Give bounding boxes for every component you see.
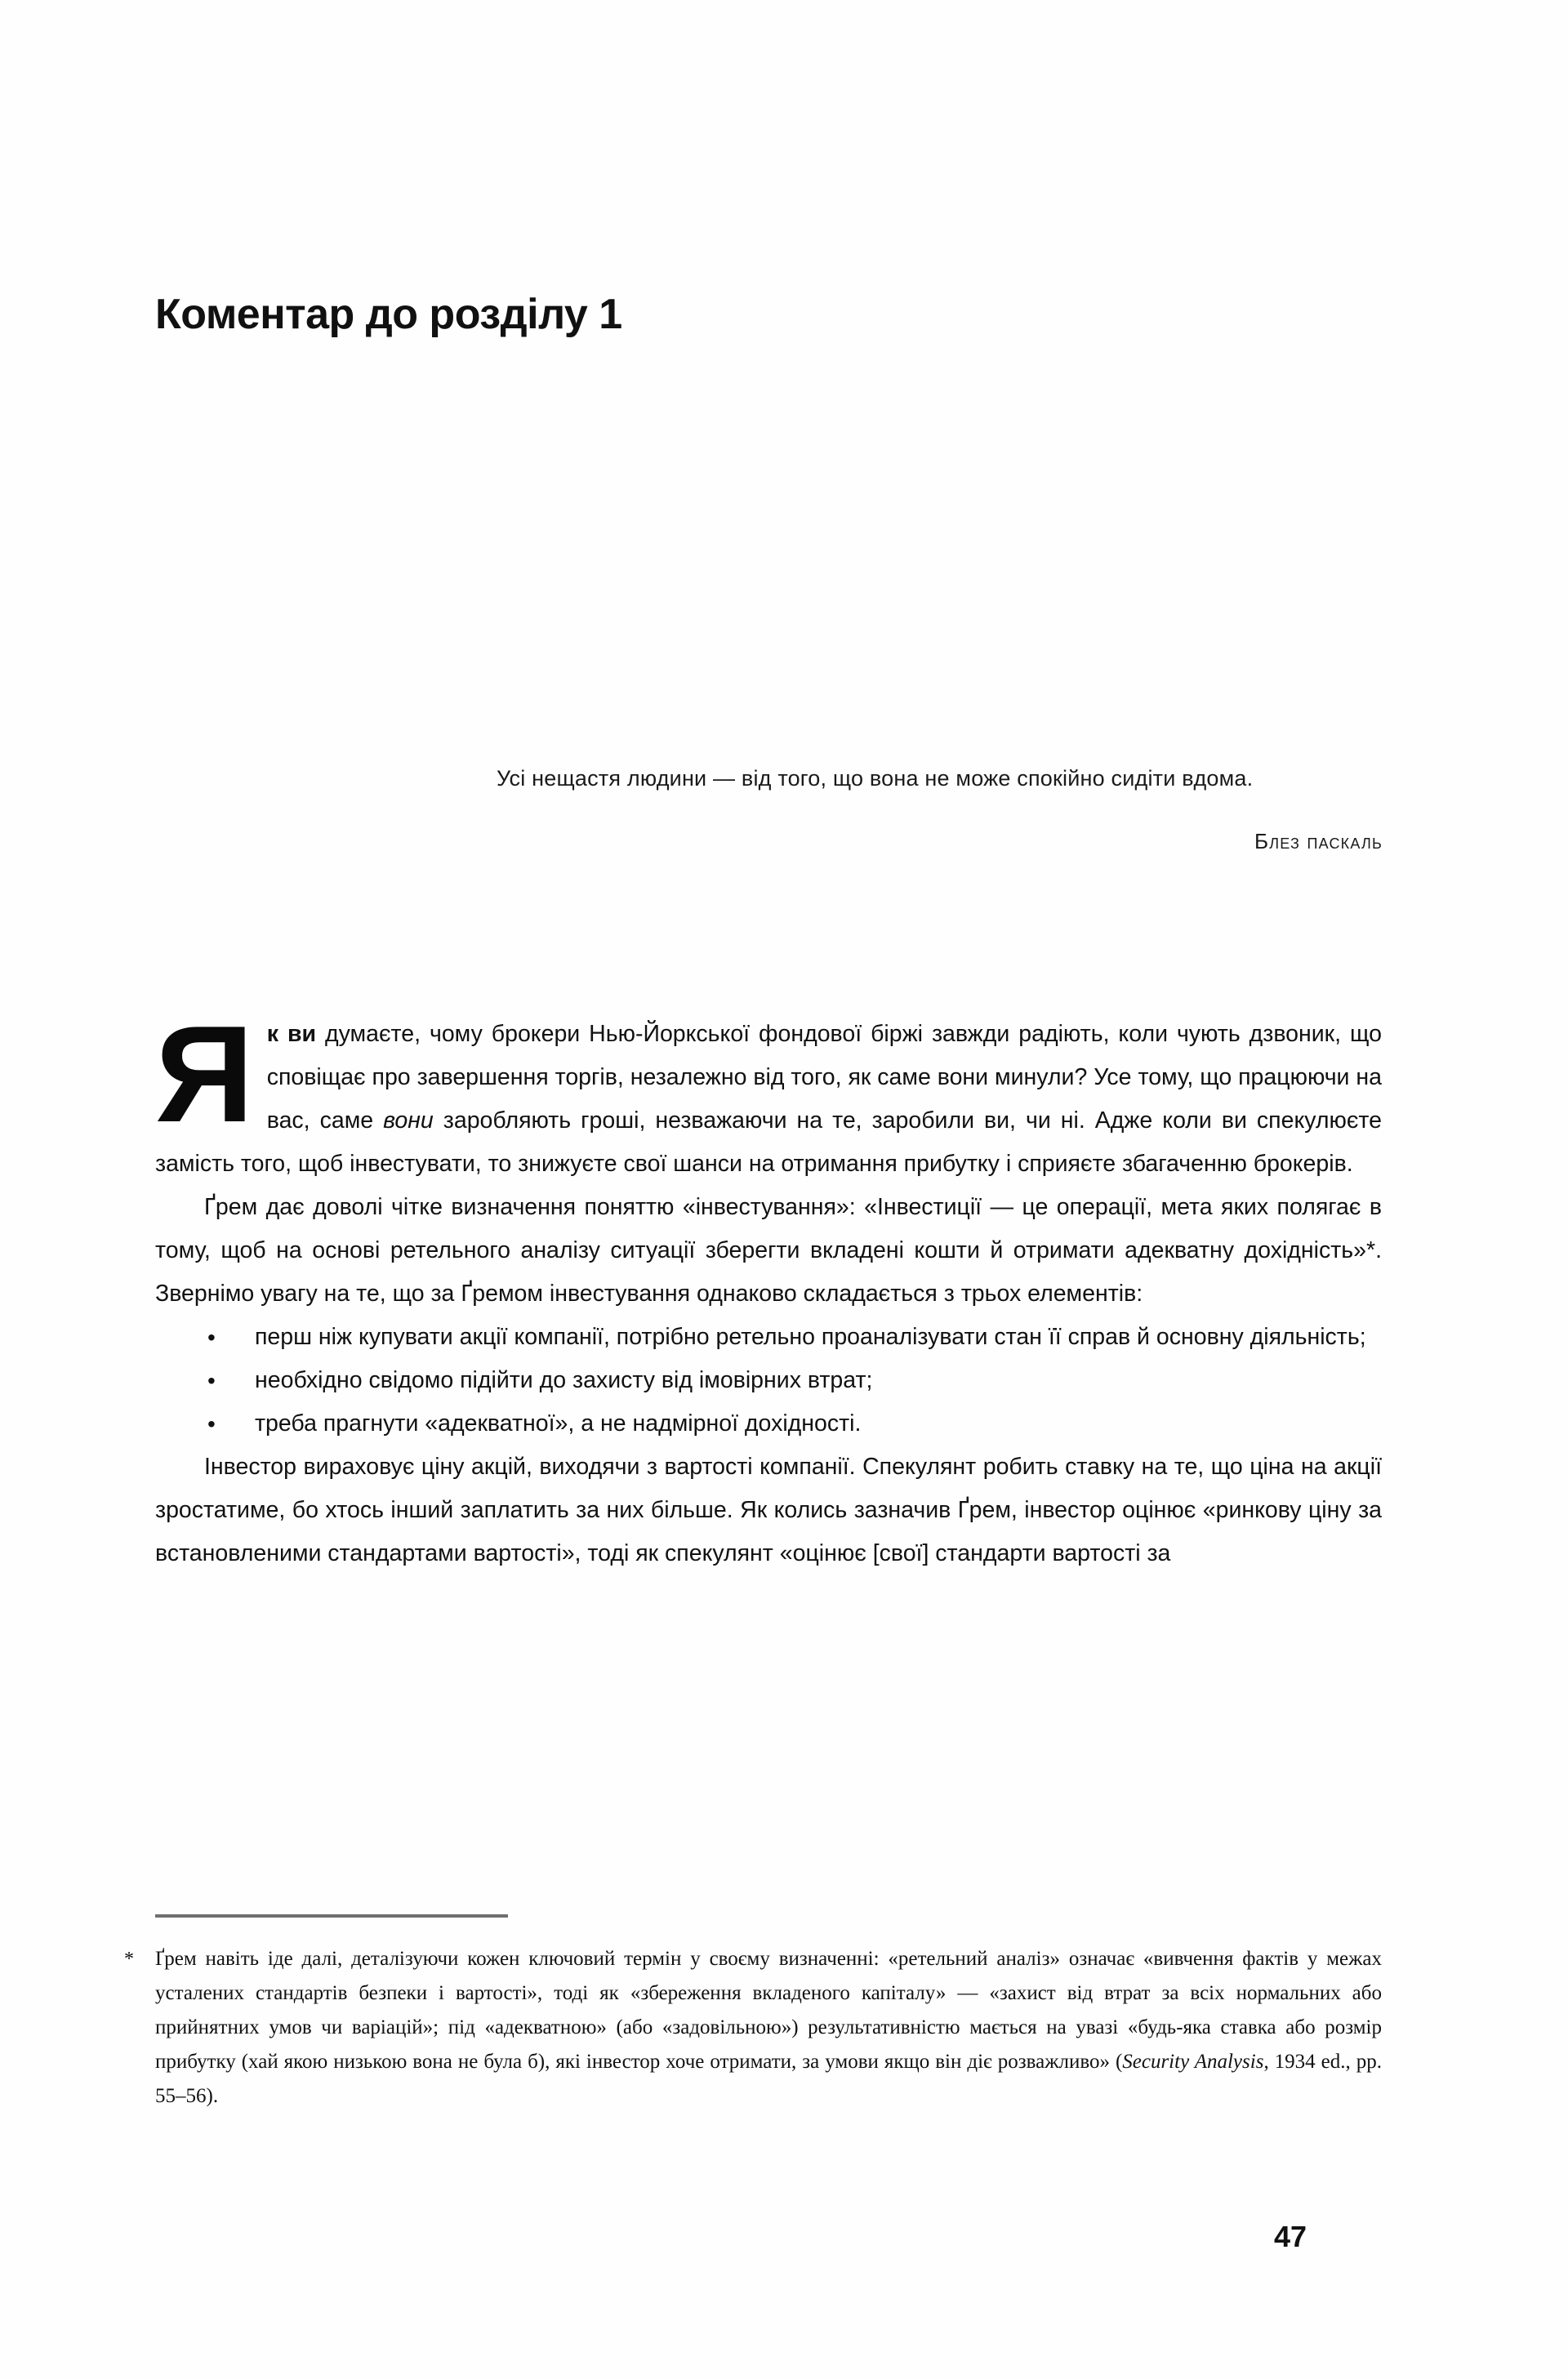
epigraph-text: Усі нещастя людини — від того, що вона не може спокійно сидіти вдома. — [497, 766, 1254, 791]
paragraph-opening — [155, 997, 1382, 1186]
paragraph-opening-part2: заробляють гроші, незважаючи на те, заробили ви, чи ні. Адже коли ви спекулюєте замість того, щоб інвестувати, то знижуєте свої шанси на отримання прибутку і сприяєте збагаченню брокерів. — [155, 1107, 1382, 1177]
paragraph-definition: Ґрем дає доволі чітке визначення поняттю «інвестування»: «Інвестиції — це операції, мета яких полягає в тому, щоб на основі ретельного аналізу ситуації зберегти вкладені кошти й отримати адекватну дохідність»*. Звернімо увагу на те, що за Ґремом інвестування однаково складається з трьох елементів: — [155, 1194, 1382, 1307]
footnote-separator-rule — [155, 1914, 508, 1918]
list-item-label: треба прагнути «адекватної», а не надмірної дохідності. — [255, 1410, 862, 1437]
list-item — [155, 1316, 1382, 1359]
epigraph-attribution: Блез паскаль — [1254, 829, 1383, 853]
footnote-text-part2: , 1934 ed., pp. 55–56). — [155, 2051, 1382, 2107]
paragraph-investor-vs-speculator: Інвестор вираховує ціну акцій, виходячи з вартості компанії. Спекулянт робить ставку на те, що ціна на акції зростатиме, бо хтось інший заплатить за них більше. Як колись зазначив Ґрем, інвестор оцінює «ринкову ціну за встановленими стандартами вартості», тоді як спекулянт «оцінює [свої] стандарти вартості за — [155, 1454, 1382, 1566]
footnote-text-part1: Ґрем навіть іде далі, деталізуючи кожен ключовий термін у своєму визначенні: «ретельний аналіз» означає «вивчення фактів у межах усталених стандартів безпеки і вартості», тоді як «збереження вкладеного капіталу» — «захист від втрат за всіх нормальних або прийнятних умов чи варіацій»; під «адекватною» (або «задовільною») результативністю мається на увазі «будь-яка ставка або розмір прибутку (хай якою низькою вона не була б), які інвестор хоче отримати, за умови якщо він діє розважливо» ( — [155, 1948, 1382, 2073]
footnote-block — [124, 1942, 1382, 2114]
emphasis-vony: вони — [383, 1107, 434, 1134]
page-number: 47 — [1274, 2220, 1307, 2253]
page-title: Коментар до розділу 1 — [155, 290, 622, 338]
bullet-dot-icon: • — [207, 1325, 216, 1350]
investment-elements-list — [155, 1316, 1382, 1446]
epigraph-block — [497, 760, 1383, 854]
drop-cap-letter: Я — [155, 997, 254, 1151]
list-item-label: необхідно свідомо підійти до захисту від імовірних втрат; — [255, 1367, 873, 1393]
list-item — [155, 1359, 1382, 1402]
footnote-cited-work-title: Security Analysis — [1122, 2051, 1264, 2073]
footnote-marker-asterisk: * — [124, 1949, 134, 1970]
bullet-dot-icon: • — [207, 1368, 216, 1393]
footnote-text — [155, 1942, 1382, 2114]
lead-in-bold-text: к ви — [266, 1021, 317, 1047]
bullet-dot-icon: • — [207, 1411, 216, 1437]
list-item — [155, 1402, 1382, 1446]
list-item-label: перш ніж купувати акції компанії, потрібно ретельно проаналізувати стан її справ й основну діяльність; — [255, 1324, 1366, 1350]
paragraph-opening-part1: думаєте, чому брокери Нью-Йоркської фондової біржі завжди радіють, коли чують дзвоник, що сповіщає про завершення торгів, незалежно від того, як саме вони минули? Усе тому, що працюючи на вас, саме — [266, 1021, 1382, 1134]
body-text-column — [155, 997, 1382, 1575]
